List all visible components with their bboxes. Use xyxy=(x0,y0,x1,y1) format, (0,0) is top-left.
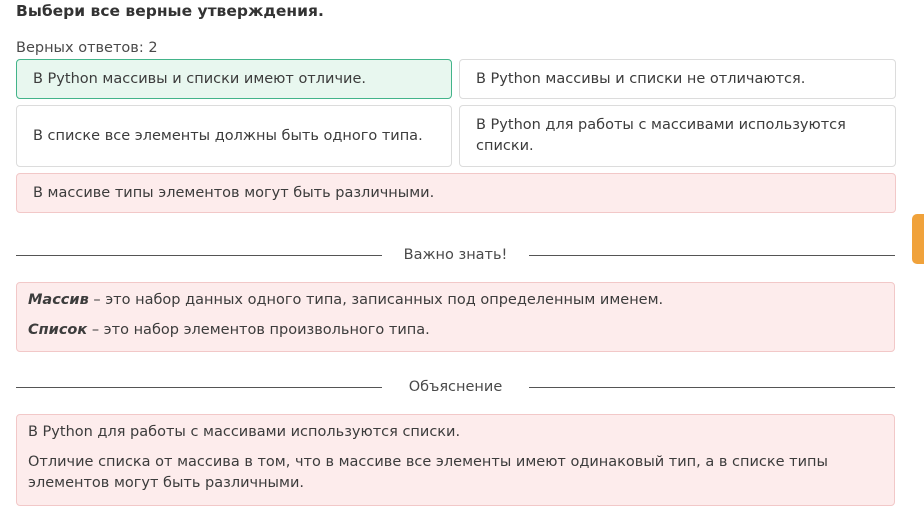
answer-option-2[interactable] xyxy=(459,59,896,99)
question-title: Выбери все верные утверждения. xyxy=(16,2,324,20)
important-divider xyxy=(16,244,895,266)
divider-line xyxy=(16,255,382,256)
definition-list xyxy=(28,320,883,342)
answer-option-label: В списке все элементы должны быть одного типа. xyxy=(33,127,423,144)
term-array: Массив xyxy=(28,292,89,308)
divider-line xyxy=(529,387,895,388)
explanation-heading: Объяснение xyxy=(408,379,503,395)
important-heading: Важно знать! xyxy=(403,247,508,263)
side-panel-tab[interactable] xyxy=(912,214,924,264)
answer-option-label: В массиве типы элементов могут быть различными. xyxy=(33,184,435,201)
term-list: Список xyxy=(28,321,88,338)
definition-array-text: – это набор данных одного типа, записанных под определенным именем. xyxy=(88,292,664,308)
explanation-paragraph: В Python для работы с массивами используются списки. xyxy=(28,424,461,440)
answer-option-label: В Python массивы и списки не отличаются. xyxy=(476,70,806,87)
answer-option-3[interactable] xyxy=(16,105,452,167)
definition-array xyxy=(28,290,883,312)
explanation-paragraph: Отличие списка от массива в том, что в массиве все элементы имеют одинаковый тип, а в списке типы элементов могут быть различными. xyxy=(28,453,828,491)
explanation-divider xyxy=(16,376,895,398)
divider-line xyxy=(529,255,895,256)
definition-list-text: – это набор элементов произвольного типа. xyxy=(87,321,430,338)
answer-option-1[interactable] xyxy=(16,59,452,99)
answer-option-5[interactable] xyxy=(16,173,896,213)
answer-option-label: В Python массивы и списки имеют отличие. xyxy=(33,70,366,87)
answer-option-label: В Python для работы с массивами используются списки. xyxy=(476,117,846,154)
answer-option-4[interactable] xyxy=(459,105,896,167)
correct-answers-count: Верных ответов: 2 xyxy=(16,40,158,56)
important-box xyxy=(16,282,895,352)
divider-line xyxy=(16,387,382,388)
explanation-box xyxy=(16,414,895,506)
